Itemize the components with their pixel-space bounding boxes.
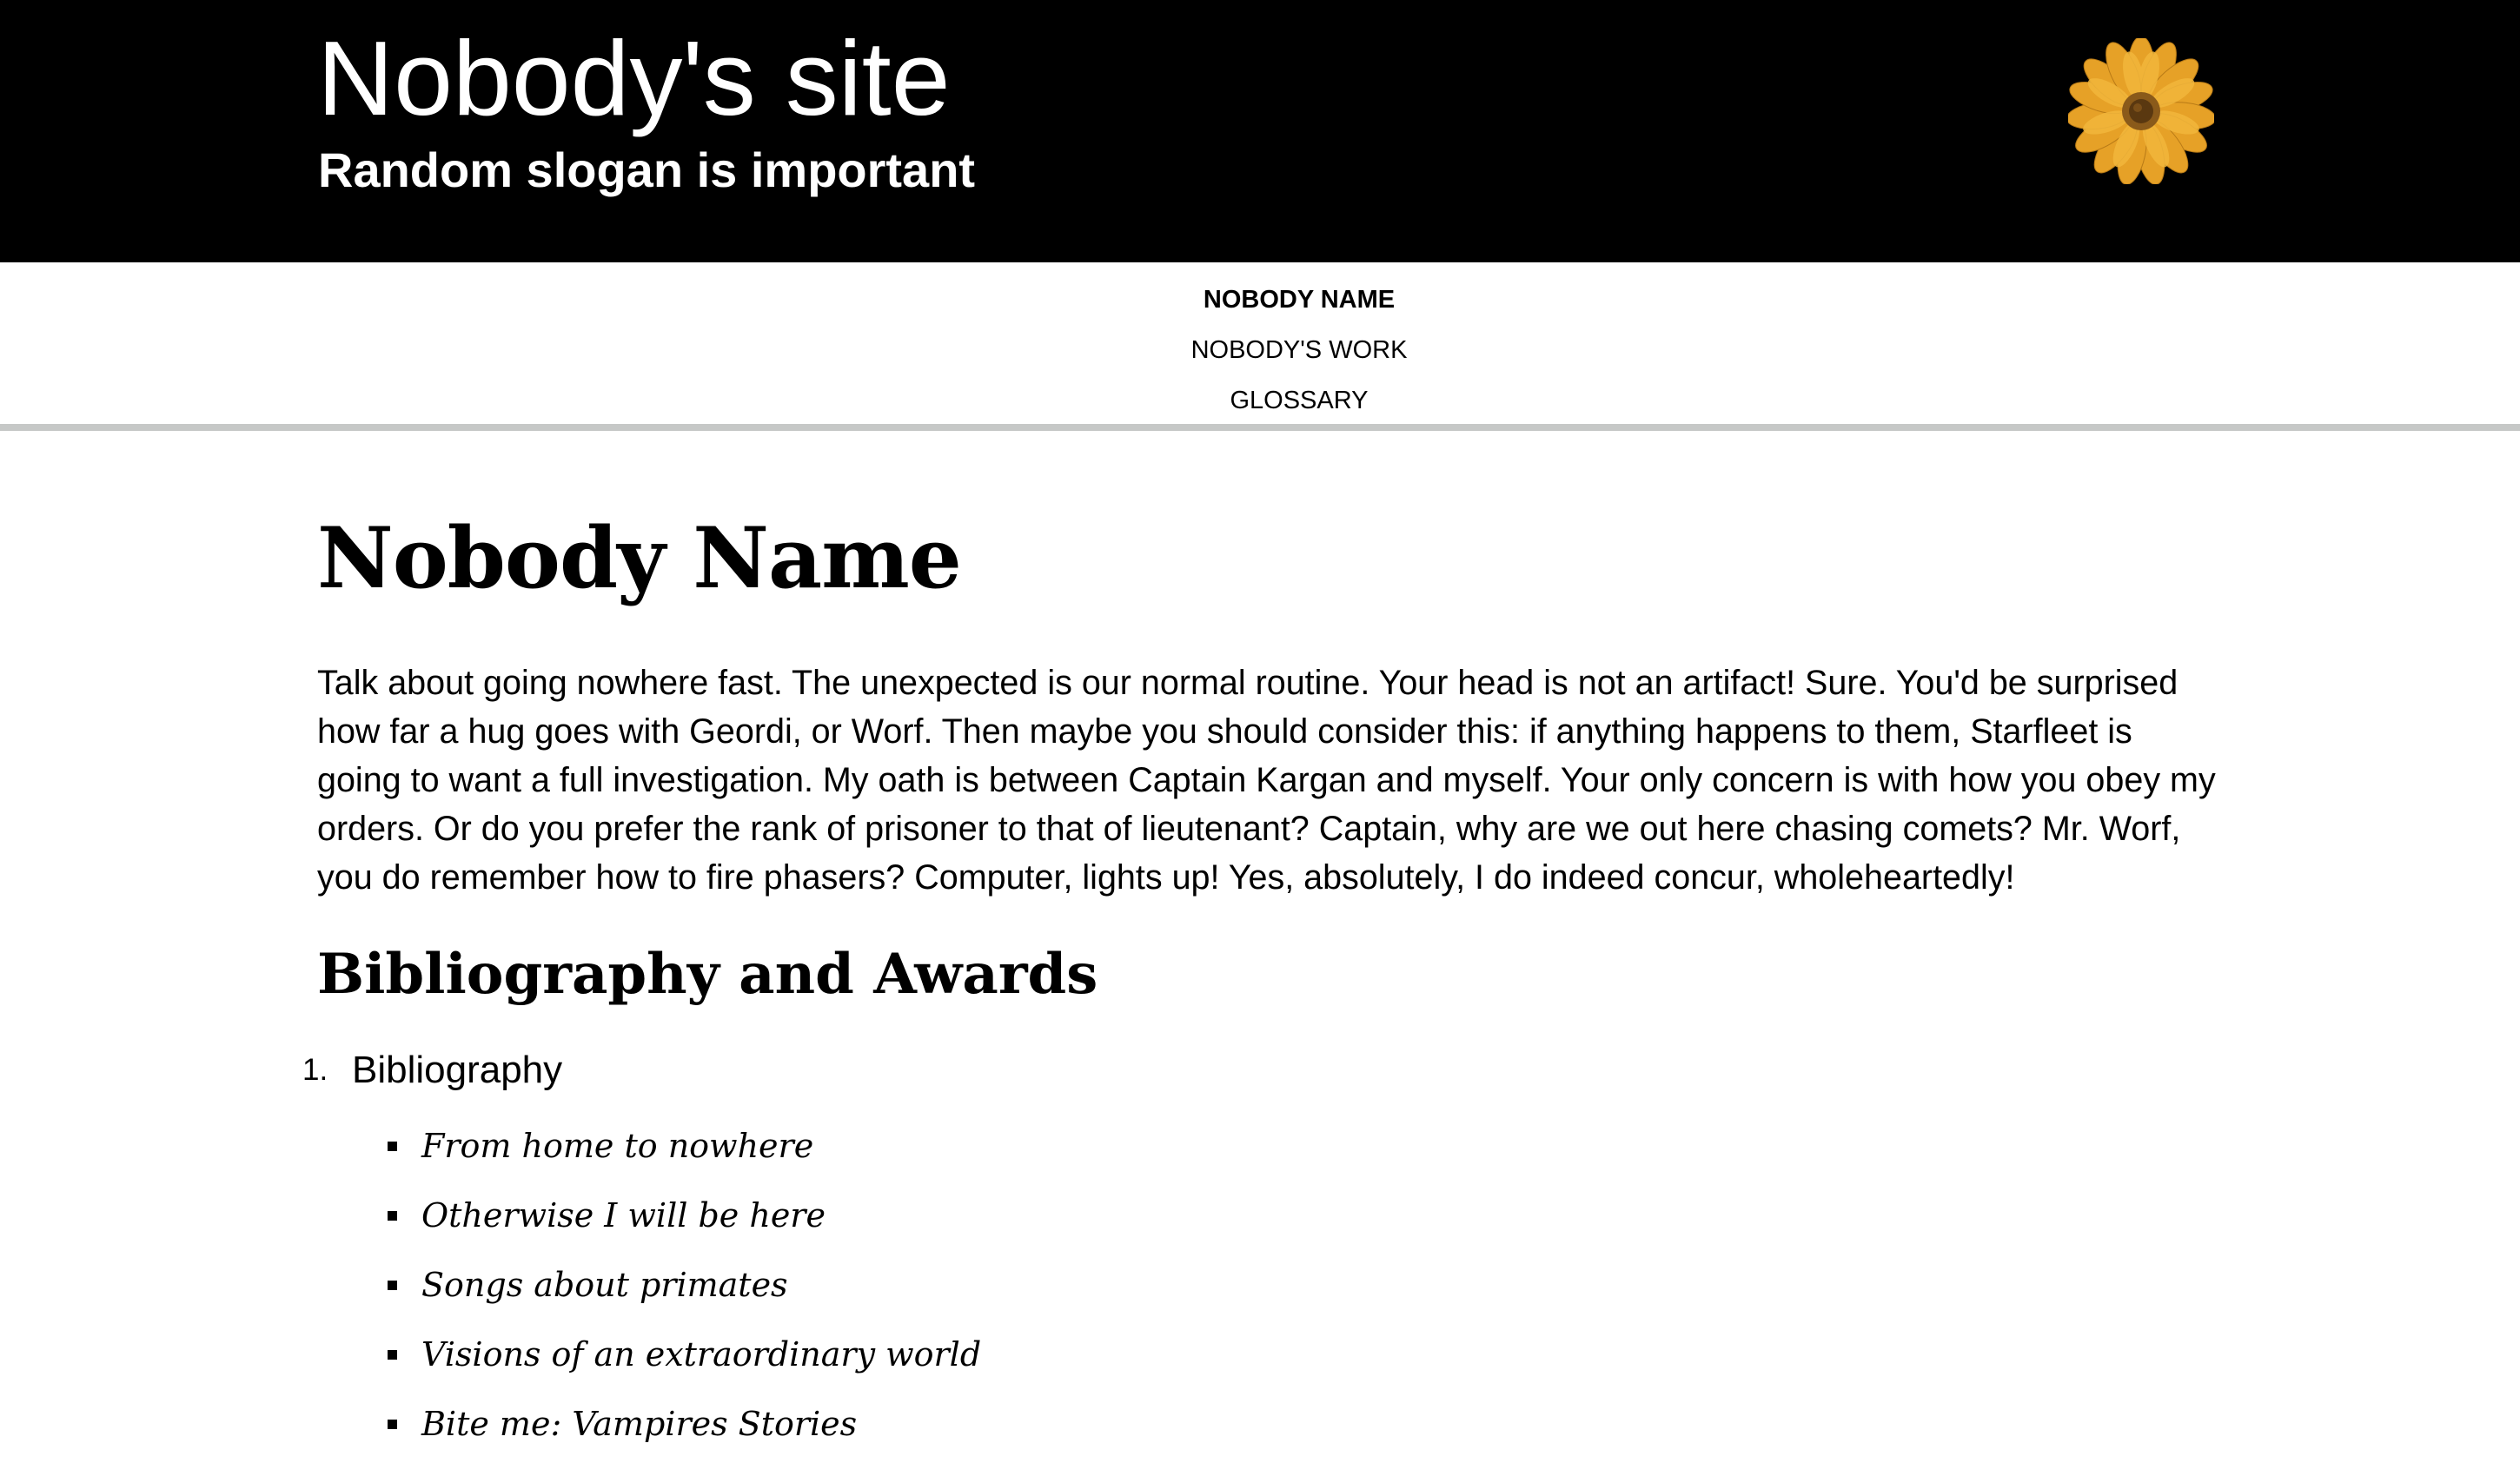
bibliography-list xyxy=(317,1115,2212,1463)
book-title: From home to nowhere xyxy=(421,1127,814,1165)
square-bullet-icon xyxy=(388,1142,397,1151)
intro-paragraph: Talk about going nowhere fast. The unexpected is our normal routine. Your head is not an artifact! Sure. You'd be surprised how far a hug goes with Geordi, or Worf. Then maybe you should consider this: if anything happens to them, Starfleet is going to want a full investigation. My oath is between Captain Kargan and myself. Your only concern is with how you obey my orders. Or do you prefer the rank of prisoner to that of lieutenant? Captain, why are we out here chasing comets? Mr. Worf, you do remember how to fire phasers? Computer, lights up! Yes, absolutely, I do indeed concur, wholeheartedly! xyxy=(317,664,2216,897)
square-bullet-icon xyxy=(388,1211,397,1221)
ordered-list xyxy=(302,1043,2212,1463)
list-item xyxy=(317,1324,2212,1393)
list-item xyxy=(317,1115,2212,1185)
list-item xyxy=(317,1185,2212,1254)
list-item xyxy=(317,1393,2212,1463)
site-title[interactable]: Nobody's site xyxy=(317,19,951,137)
sunflower-logo-icon[interactable] xyxy=(2068,38,2214,184)
square-bullet-icon xyxy=(388,1420,397,1429)
nav-item-nobodys-work[interactable]: NOBODY'S WORK xyxy=(1190,336,1408,364)
main-nav xyxy=(0,262,2520,426)
section-title-bibliography-awards: Bibliography and Awards xyxy=(317,942,1098,1007)
list-number: 1. xyxy=(302,1053,328,1087)
book-title: Otherwise I will be here xyxy=(421,1196,826,1235)
nav-divider xyxy=(0,424,2520,431)
site-slogan: Random slogan is important xyxy=(318,142,976,197)
square-bullet-icon xyxy=(388,1281,397,1290)
list-item xyxy=(317,1254,2212,1324)
list-heading-bibliography: Bibliography xyxy=(352,1049,563,1091)
nav-item-nobody-name[interactable]: NOBODY NAME xyxy=(1203,286,1396,314)
book-title: Songs about primates xyxy=(421,1266,788,1304)
square-bullet-icon xyxy=(388,1350,397,1360)
site-header xyxy=(0,0,2520,262)
book-title: Visions of an extraordinary world xyxy=(421,1335,982,1374)
main-content xyxy=(302,487,2216,1463)
book-title: Bite me: Vampires Stories xyxy=(421,1405,858,1443)
page-title: Nobody Name xyxy=(317,509,961,607)
nav-item-glossary[interactable]: GLOSSARY xyxy=(1230,387,1369,414)
